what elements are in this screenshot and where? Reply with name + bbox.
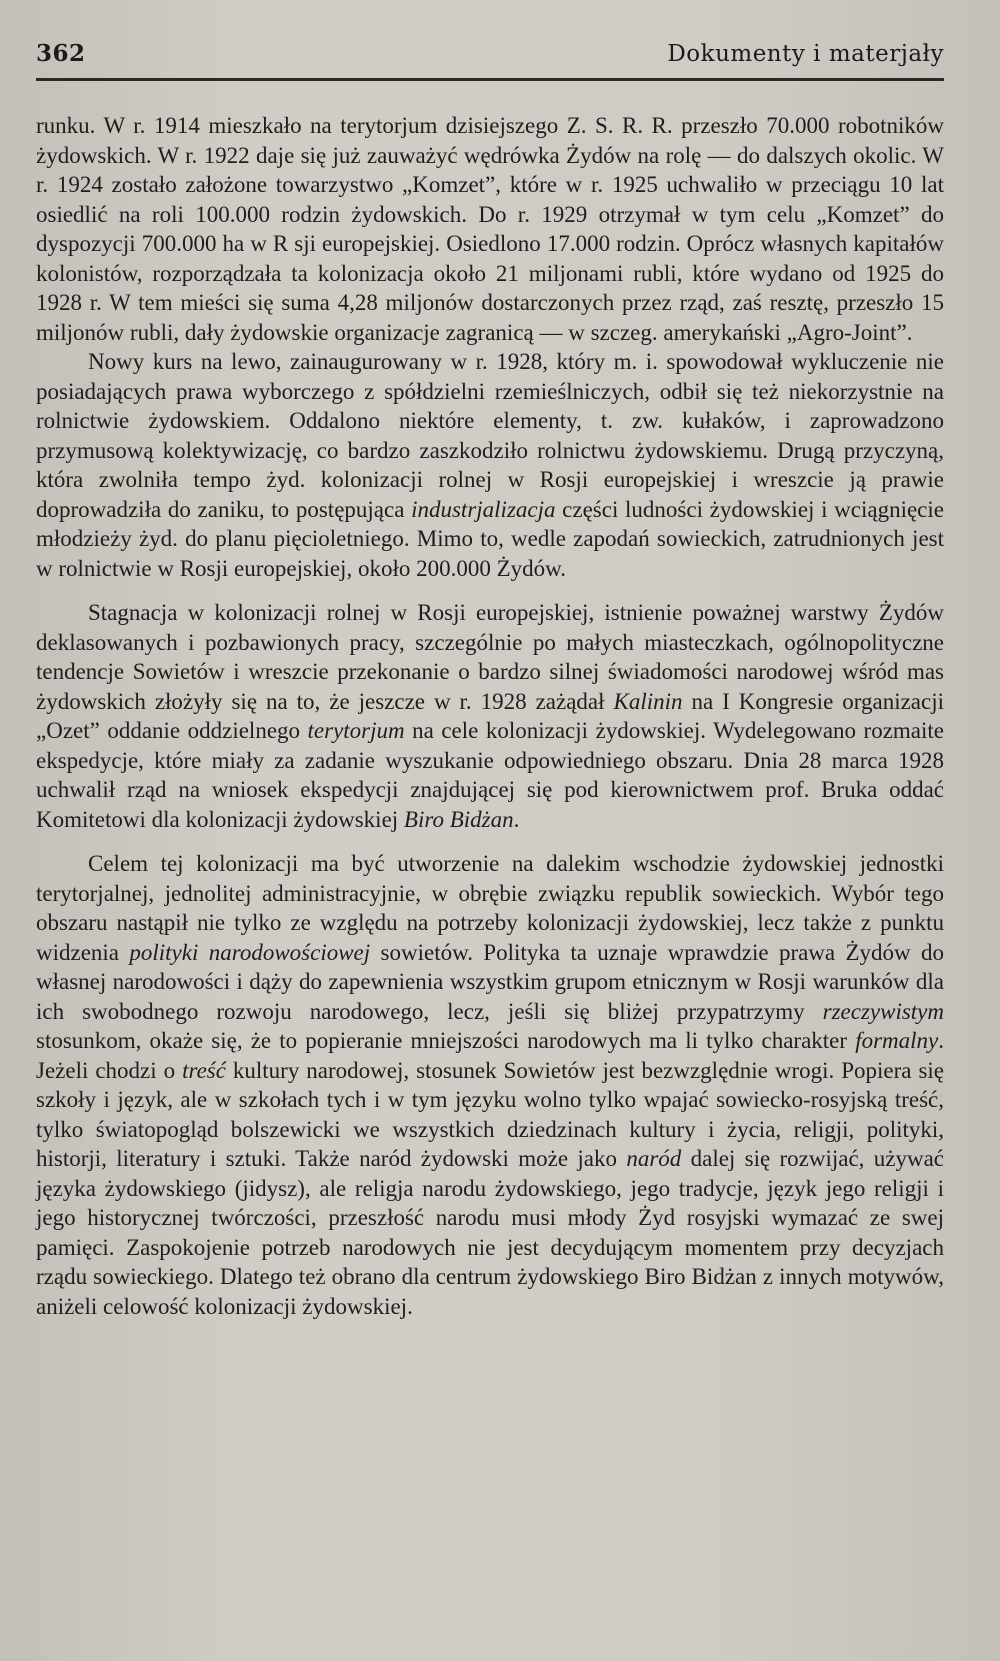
text-segment: części ludności żydowskiej i wciągnięcie młodzieży żyd. do planu pięcioletniego. Mimo to, wedle zapodań sowieckich, zatrudnionych jest w rolnictwie w Rosji europejskiej, około 200.000 Żydów. [36, 496, 944, 581]
running-head [36, 40, 944, 72]
text-segment: Celem tej kolonizacji ma być utworzenie na dalekim wschodzie żydowskiej jednostki terytorjalnej, jednolitej administracyjnie, w obrębie związku republik sowieckich. Wybór tego obszaru nastąpił nie tylko ze względu na potrzeby kolonizacji żydowskiej, lecz także z punktu widzenia [36, 851, 944, 965]
page-number: 362 [36, 40, 86, 67]
text-segment: . Jeżeli chodzi o [36, 1028, 944, 1083]
italic-term: industrjalizacja [411, 496, 556, 522]
italic-term: naród [626, 1146, 682, 1171]
text-segment: . [513, 806, 520, 832]
italic-term: treść [182, 1057, 226, 1083]
italic-term: Kalinin [613, 688, 683, 714]
paragraph-3 [36, 598, 944, 834]
italic-term: terytorjum [307, 718, 405, 743]
header-rule [36, 78, 944, 81]
italic-term: formalny [855, 1028, 939, 1053]
paragraph-4 [36, 849, 944, 1321]
text-segment: dalej się rozwijać, używać języka żydowskiego (jidysz), ale religja narodu żydowskiego, jego tradycje, język jego religji i jego historycznej twórczości, przeszłość narodu musi młody Żyd rosyjski wymazać ze swej pamięci. Zaspokojenie potrzeb narodowych nie jest decydującym momentem przy decyzjach rządu sowieckiego. Dlatego też obrano dla centrum żydowskiego Biro Bidżan z innych motywów, aniżeli celowość kolonizacji żydowskiej. [36, 1146, 944, 1319]
italic-term: polityki narodowościowej [129, 939, 371, 965]
body-text [36, 111, 944, 1321]
italic-term: Biro Bidżan [403, 806, 514, 832]
paragraph-2 [36, 347, 944, 583]
text-segment: kultury narodowej, stosunek Sowietów jest bezwzględnie wrogi. Popiera się szkoły i język, ale w szkołach tych i w tym języku wolno tylko wpajać sowiecko-rosyjską treść, tylko światopogląd bolszewicki we wszystkich dziedzinach kultury i życia, religji, polityki, historji, literatury i sztuki. Także naród żydowski może jako [36, 1057, 944, 1171]
paragraph-1 [36, 111, 944, 347]
text-segment: na cele kolonizacji żydowskiej. Wydelegowano rozmaite ekspedycje, które miały za zadanie wyszukanie odpowiedniego obszaru. Dnia 28 marca 1928 uchwalił rząd na wniosek ekspedycji znajdującej się pod kierownictwem prof. Bruka oddać Komitetowi dla kolonizacji żydowskiej [36, 718, 944, 832]
text-segment: na I Kongresie organizacji „Ozet” oddanie oddzielnego [36, 688, 944, 743]
text-segment: runku. W r. 1914 mieszkało na terytorjum dzisiejszego Z. S. R. R. przeszło 70.000 robotników żydowskich. W r. 1922 daje się już zauważyć wędrówka Żydów na rolę — do dalszych okolic. W r. 1924 zostało założone towarzystwo „Komzet”, które w r. 1925 uchwaliło w przeciągu 10 lat osiedlić na roli 100.000 rodzin żydowskich. Do r. 1929 otrzymał w tym celu „Komzet” do dyspozycji 700.000 ha w R sji europejskiej. Osiedlono 17.000 rodzin. Oprócz własnych kapitałów kolonistów, rozporządzała ta kolonizacja około 21 miljonami rubli, które wydano od 1925 do 1928 r. W tem mieści się suma 4,28 miljonów dostarczonych przez rząd, zaś resztę, przeszło 15 miljonów rubli, dały żydowskie organizacje zagranicą — w szczeg. amerykański „Agro-Joint”. [36, 113, 944, 345]
text-segment: sowietów. Polityka ta uznaje wprawdzie prawa Żydów do własnej narodowości i dąży do zapewnienia wszystkim grupom etnicznym w Rosji warunków dla ich swobodnego rozwoju narodowego, lecz, jeśli się bliżej przypatrzymy [36, 939, 945, 1024]
text-segment: Nowy kurs na lewo, zainaugurowany w r. 1928, który m. i. spowodował wykluczenie nie posiadających prawa wyborczego z spółdzielni rzemieślniczych, odbił się też niekorzystnie na rolnictwie żydowskiem. Oddalono niektóre elementy, t. zw. kułaków, i zaprowadzono przymusową kolektywizację, co bardzo zaszkodziło rolnictwu żydowskiemu. Drugą przyczyną, która zwolniła tempo żyd. kolonizacji rolnej w Rosji europejskiej i wreszcie ją prawie doprowadziła do zaniku, to postępująca [36, 349, 944, 522]
text-segment: Stagnacja w kolonizacji rolnej w Rosji europejskiej, istnienie poważnej warstwy Żydów deklasowanych i pozbawionych pracy, szczególnie po małych miasteczkach, ogólnopolityczne tendencje Sowietów i wreszcie przekonanie o bardzo silnej świadomości narodowej wśród mas żydowskich złożyły się na to, że jeszcze w r. 1928 zażądał [36, 600, 944, 714]
text-segment: stosunkom, okaże się, że to popieranie mniejszości narodowych ma li tylko charakter [36, 1028, 856, 1053]
running-title: Dokumenty i materjały [667, 41, 944, 67]
italic-term: rzeczywistym [822, 998, 944, 1024]
